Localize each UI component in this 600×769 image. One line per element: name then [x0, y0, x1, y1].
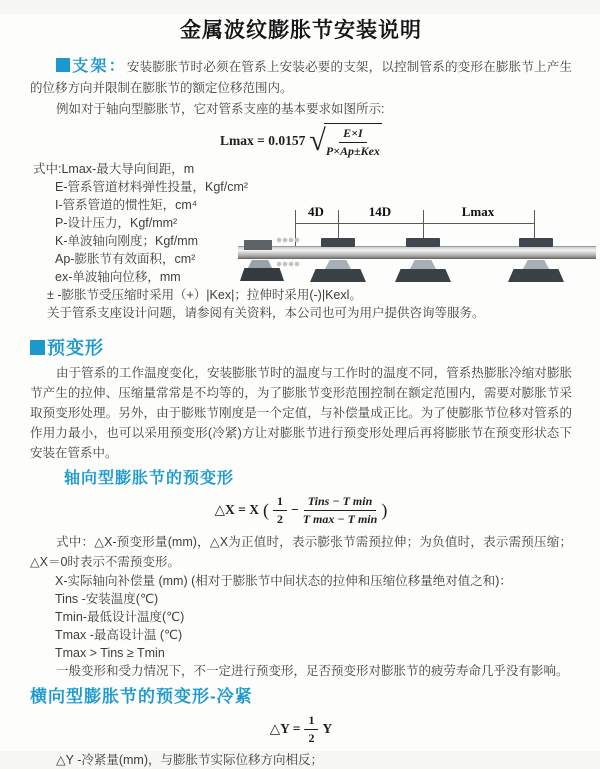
dimension-label-lmax: Lmax [458, 204, 499, 219]
support-heading-label: 支架： [72, 58, 127, 75]
support-section-heading [56, 58, 127, 75]
fraction-numerator: E×I [339, 126, 367, 143]
axial-formula [30, 492, 572, 528]
fraction-denominator: 2 [308, 730, 315, 745]
close-paren: ) [381, 499, 388, 520]
predeform-heading-label: 预变形 [47, 338, 104, 358]
support-base [508, 269, 564, 282]
general-note-line: 一般变形和受力情况下，不一定进行预变形，足否预变形对膨胀节的疲劳寿命几乎没有影响。 [56, 664, 569, 678]
support-intro-text: 安装膨胀节时必须在管系上安装必要的支架，以控制管系的变形在膨胀节上产生的位移方向并限制在膨胀节的额定位移范围内。 [30, 60, 572, 95]
anchor-clamp [244, 240, 272, 250]
definition-line: Tmin-最低设计温度(℃) [55, 610, 185, 624]
page-title: 金属波纹膨胀节安装说明 [180, 19, 422, 42]
square-root [309, 123, 382, 159]
definition-line: 关于管系支座设计问题，请参阅有关资料，本公司也可为用户提供咨询等服务。 [47, 306, 485, 320]
fraction-numerator: 1 [273, 494, 287, 511]
section-marker-icon [30, 340, 45, 355]
formula-rhs: Y [322, 721, 333, 736]
support-pedestal [410, 260, 436, 269]
pipe-support [310, 238, 366, 288]
support-clamp [406, 238, 440, 247]
definition-line: ex-单波轴向位移，mm [55, 270, 181, 284]
definition-line: I-管系管道的惯性矩，cm⁴ [55, 198, 198, 212]
lateral-section-heading: 横向型膨胀节的预变形-冷紧 [30, 687, 253, 706]
fraction-denominator: 2 [277, 511, 283, 526]
dimension-label-4d: 4D [304, 204, 328, 219]
fraction [326, 126, 380, 159]
fraction-numerator: 1 [304, 713, 318, 730]
fraction-numerator: Tins − T min [304, 494, 377, 511]
support-base [395, 269, 451, 282]
dimension-line [295, 223, 534, 224]
definition-line: X-实际轴向补偿量 (mm) (相对于膨胀节中间状态的拉伸和压缩位移量绝对值之和)： [55, 574, 512, 588]
lateral-formula [30, 713, 572, 745]
axial-section-heading: 轴向型膨胀节的预变形 [64, 470, 235, 487]
open-paren: ( [263, 499, 269, 520]
anchor-support [240, 238, 284, 288]
predeform-body: 由于管系的工作温度变化，安装膨胀节时的温度与工作时的温度不同，管系热膨胀冷缩对膨胀节产生的拉伸、压缩量常常是不均等的，为了膨胀节变形范围控制在额定范围内，需要对膨胀节采取预变形处理。另外，由于膨账节刚度是一个定值，与补偿量成正比。为了使膨胀节位移对管系的作用力最小，也可以采用预变形(冷紧)方让对膨胀节进行预变形处理后再将膨胀节在预变形状态下安装在管系中。 [30, 366, 572, 460]
formula-lhs: △X = X [214, 502, 259, 517]
anchor-base [240, 268, 284, 281]
lmax-formula [30, 124, 572, 158]
radical-icon: √ [309, 124, 326, 157]
pipe-support [508, 238, 564, 288]
definition-line: ± -膨胀节受压缩时采用（+）|Kex|；拉伸时采用(-)|Kexl。 [47, 288, 362, 302]
support-clamp [519, 238, 553, 247]
radicand [324, 123, 382, 159]
support-spacing-diagram [238, 202, 596, 298]
definition-line: E-管系管道材料弹性投量，Kgf/cm² [55, 180, 249, 194]
predeform-section-heading [30, 334, 572, 360]
definition-line: Ap-膨胀节有效面积，cm² [55, 252, 196, 266]
definition-line: P-设计压力，Kgf/mm² [55, 216, 178, 230]
definition-line: Tins -安装温度(℃) [55, 592, 159, 606]
support-paragraph [30, 56, 572, 99]
definition-line: Tmax > Tins ≥ Tmin [55, 646, 165, 660]
definition-line: 式中:Lmax-最大导向间距，m [33, 162, 195, 176]
axial-definitions [30, 572, 572, 680]
definition-line: K-单波轴向刚度；Kgf/mm [55, 234, 199, 248]
pipe-support [395, 238, 451, 288]
example-line: 例如对于轴向型膨胀节，它对管系支座的基本要求如图所示: [56, 102, 385, 116]
fraction-denominator: T max − T min [302, 511, 378, 526]
anchor-pedestal [248, 260, 272, 268]
fraction-half [304, 713, 318, 746]
minus-operator: − [291, 502, 299, 517]
support-pedestal [523, 260, 549, 269]
support-clamp [321, 238, 355, 247]
support-pedestal [325, 260, 351, 269]
fraction-denominator: P×Ap±Kex [325, 144, 380, 158]
support-base [310, 269, 366, 282]
definition-line: Tmax -最高设计温 (℃) [55, 628, 183, 642]
document-page [0, 14, 600, 767]
axial-shizhong-paragraph: 式中：△X-预变形量(mm)，△X为正值时，表示膨张节需预拉伸；为负值时，表示需预压缩；△X＝0时表示不需预变形。 [30, 535, 572, 569]
fraction-temperature [303, 494, 378, 527]
lateral-note-line: △Y -冷紧量(mm)，与膨胀节实际位移方向相反； [56, 753, 324, 767]
dimension-label-14d: 14D [365, 204, 395, 219]
formula-lhs: △Y = [269, 721, 301, 736]
fraction-half [273, 494, 287, 527]
section-marker-icon [56, 58, 70, 72]
formula-lhs: Lmax = 0.0157 [220, 133, 306, 148]
